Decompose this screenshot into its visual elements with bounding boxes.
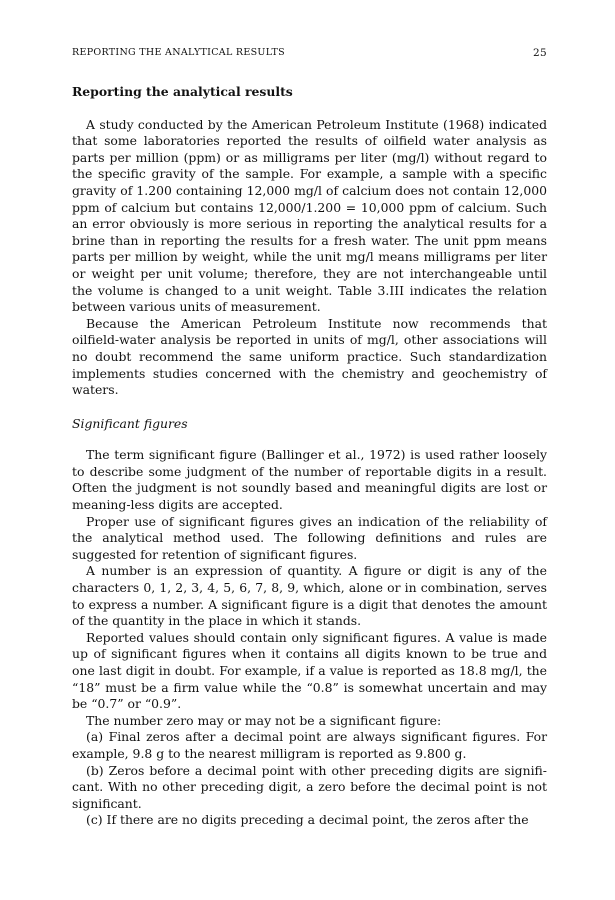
list-item-b: (b) Zeros before a decimal point with other preceding digits are signifi-cant. With no other preceding digit, a zero before the decimal point is not significant.: [72, 762, 547, 811]
page-body: [72, 84, 547, 829]
paragraph: The number zero may or may not be a significant figure:: [86, 712, 442, 728]
book-page: [72, 0, 547, 900]
list-item-c: (c) If there are no digits preceding a decimal point, the zeros after the: [86, 812, 529, 828]
paragraph: Reported values should contain only significant figures. A value is made up of significant figures when it contains all digits known to be true and one last digit in doubt. For example, if a value is reported as 18.8 mg/l, the “18” must be a firm value while the “0.8” is somewhat uncertain and may be “0.7” or “0.9”.: [72, 629, 547, 712]
paragraph: Proper use of significant figures gives an indication of the reliability of the analytical method used. The following definitions and rules are suggested for retention of significant figures.: [72, 513, 547, 562]
list-item-a: (a) Final zeros after a decimal point are always significant figures. For example, 9.8 g to the nearest milligram is reported as 9.800 g.: [72, 729, 547, 761]
page-number: 25: [533, 47, 547, 59]
paragraph: A number is an expression of quantity. A figure or digit is any of the characters 0, 1, 2, 3, 4, 5, 6, 7, 8, 9, which, alone or in combination, serves to express a number. A significant figure is a digit that denotes the amount of the quantity in the place in which it stands.: [72, 563, 547, 629]
running-title: REPORTING THE ANALYTICAL RESULTS: [72, 47, 285, 58]
paragraph: A study conducted by the American Petroleum Institute (1968) indicated that some laboratories reported the results of oilfield water analysis as parts per million (ppm) or as milligrams per liter (mg/l) without regard to the specific gravity of the sample. For example, a sample with a specific gravity of 1.200 containing 12,000 mg/l of calcium does not contain 12,000 ppm of calcium but contains 12,000/1.200 = 10,000 ppm of calcium. Such an error obviously is more serious in reporting the analytical results for a brine than in reporting the results for a fresh water. The unit ppm means parts per million by weight, while the unit mg/l means milligrams per liter or weight per unit volume; therefore, they are not interchangeable until the volume is changed to a unit weight. Table 3.III indicates the relation between various units of measurement.: [72, 116, 547, 315]
section-heading-significant-figures: Significant figures: [72, 415, 188, 431]
paragraph: The term significant figure (Ballinger et al., 1972) is used rather loosely to describe some judgment of the number of reportable digits in a result. Often the judgment is not soundly based and meaningful digits are lost or meaning-less digits are accepted.: [72, 447, 547, 513]
section-heading-reporting: Reporting the analytical results: [72, 84, 293, 99]
paragraph: Because the American Petroleum Institute now recommends that oilfield-water analysis be reported in units of mg/l, other associations will no doubt recommend the same uniform practice. Such standardization implements studies concerned with the chemistry and geochemistry of waters.: [72, 315, 547, 398]
